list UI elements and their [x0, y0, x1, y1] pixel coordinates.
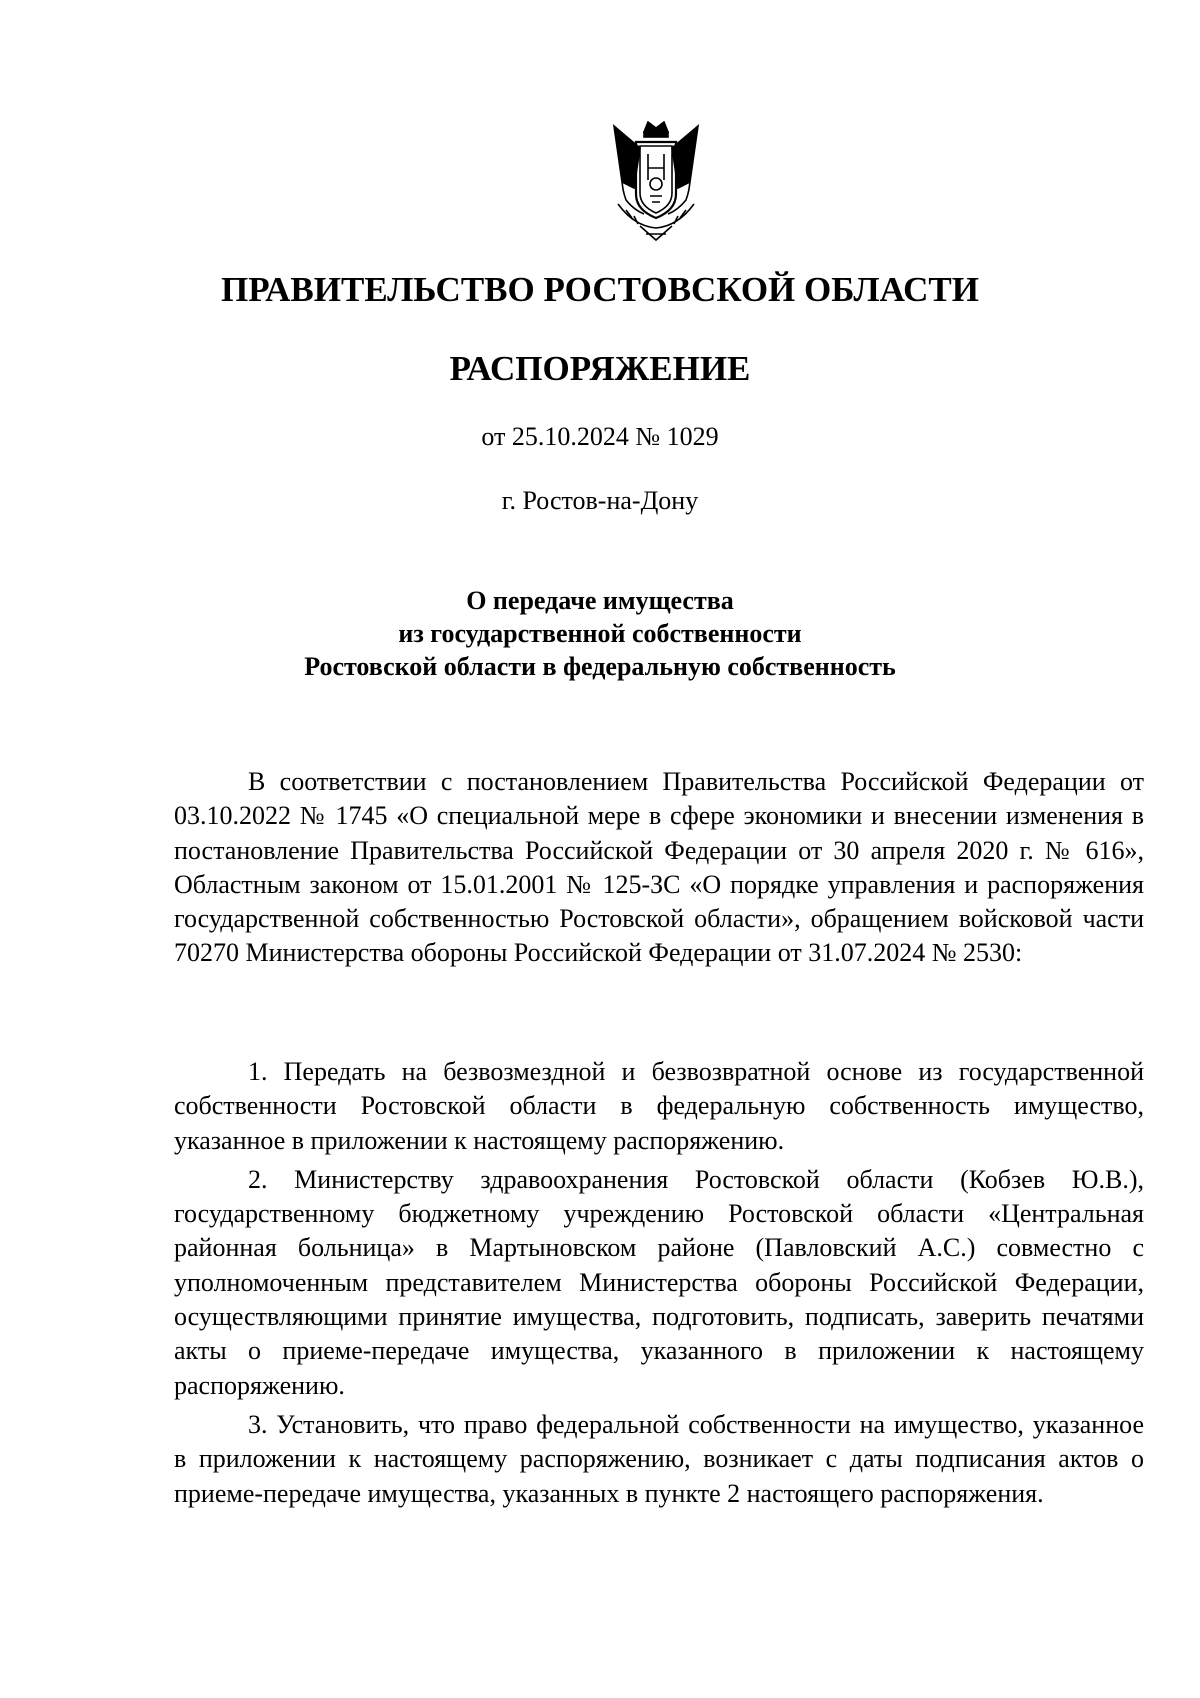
subject-line: из государственной собственности	[398, 619, 802, 648]
coat-of-arms-icon	[604, 118, 708, 244]
organization-title: ПРАВИТЕЛЬСТВО РОСТОВСКОЙ ОБЛАСТИ	[221, 270, 979, 309]
resolution-item-3: 3. Установить, что право федеральной собственности на имущество, указанное в приложении к настоящему распоряжению, возникает с даты подписания актов о приеме-передаче имущества, указанных в пункте 2 настоящего распоряжения.	[174, 1409, 1144, 1508]
preamble-paragraph: В соответствии с постановлением Правительства Российской Федерации от 03.10.2022 № 1745 «О специальной мере в сфере экономики и внесении изменения в постановление Правительства Российской Федерации от 30 апреля 2020 г. № 616», Областным законом от 15.01.2001 № 125-ЗС «О порядке управления и распоряжения государственной собственностью Ростовской области», обращением войсковой части 70270 Министерства обороны Российской Федерации от 31.07.2024 № 2530:	[174, 767, 1144, 968]
document-city: г. Ростов-на-Дону	[501, 486, 699, 515]
document-type: РАСПОРЯЖЕНИЕ	[449, 349, 751, 388]
subject-line: Ростовской области в федеральную собственность	[304, 652, 896, 681]
document-date-number: от 25.10.2024 № 1029	[481, 422, 719, 451]
subject-line: О передаче имущества	[466, 586, 734, 615]
resolution-items	[174, 1055, 1144, 1511]
preamble	[174, 765, 1144, 971]
resolution-item-1: 1. Передать на безвозмездной и безвозвратной основе из государственной собственности Ростовской области в федеральную собственность имущество, указанное в приложении к настоящему распоряжению.	[174, 1057, 1144, 1155]
resolution-item-2: 2. Министерству здравоохранения Ростовской области (Кобзев Ю.В.), государственному бюджетному учреждению Ростовской области «Центральная районная больница» в Мартыновском районе (Павловский А.С.) совместно с уполномоченным представителем Министерства обороны Российской Федерации, осуществляющими принятие имущества, подготовить, подписать, заверить печатями акты о приеме-передаче имущества, указанного в приложении к настоящему распоряжению.	[174, 1164, 1144, 1400]
document-subject	[0, 584, 1200, 683]
